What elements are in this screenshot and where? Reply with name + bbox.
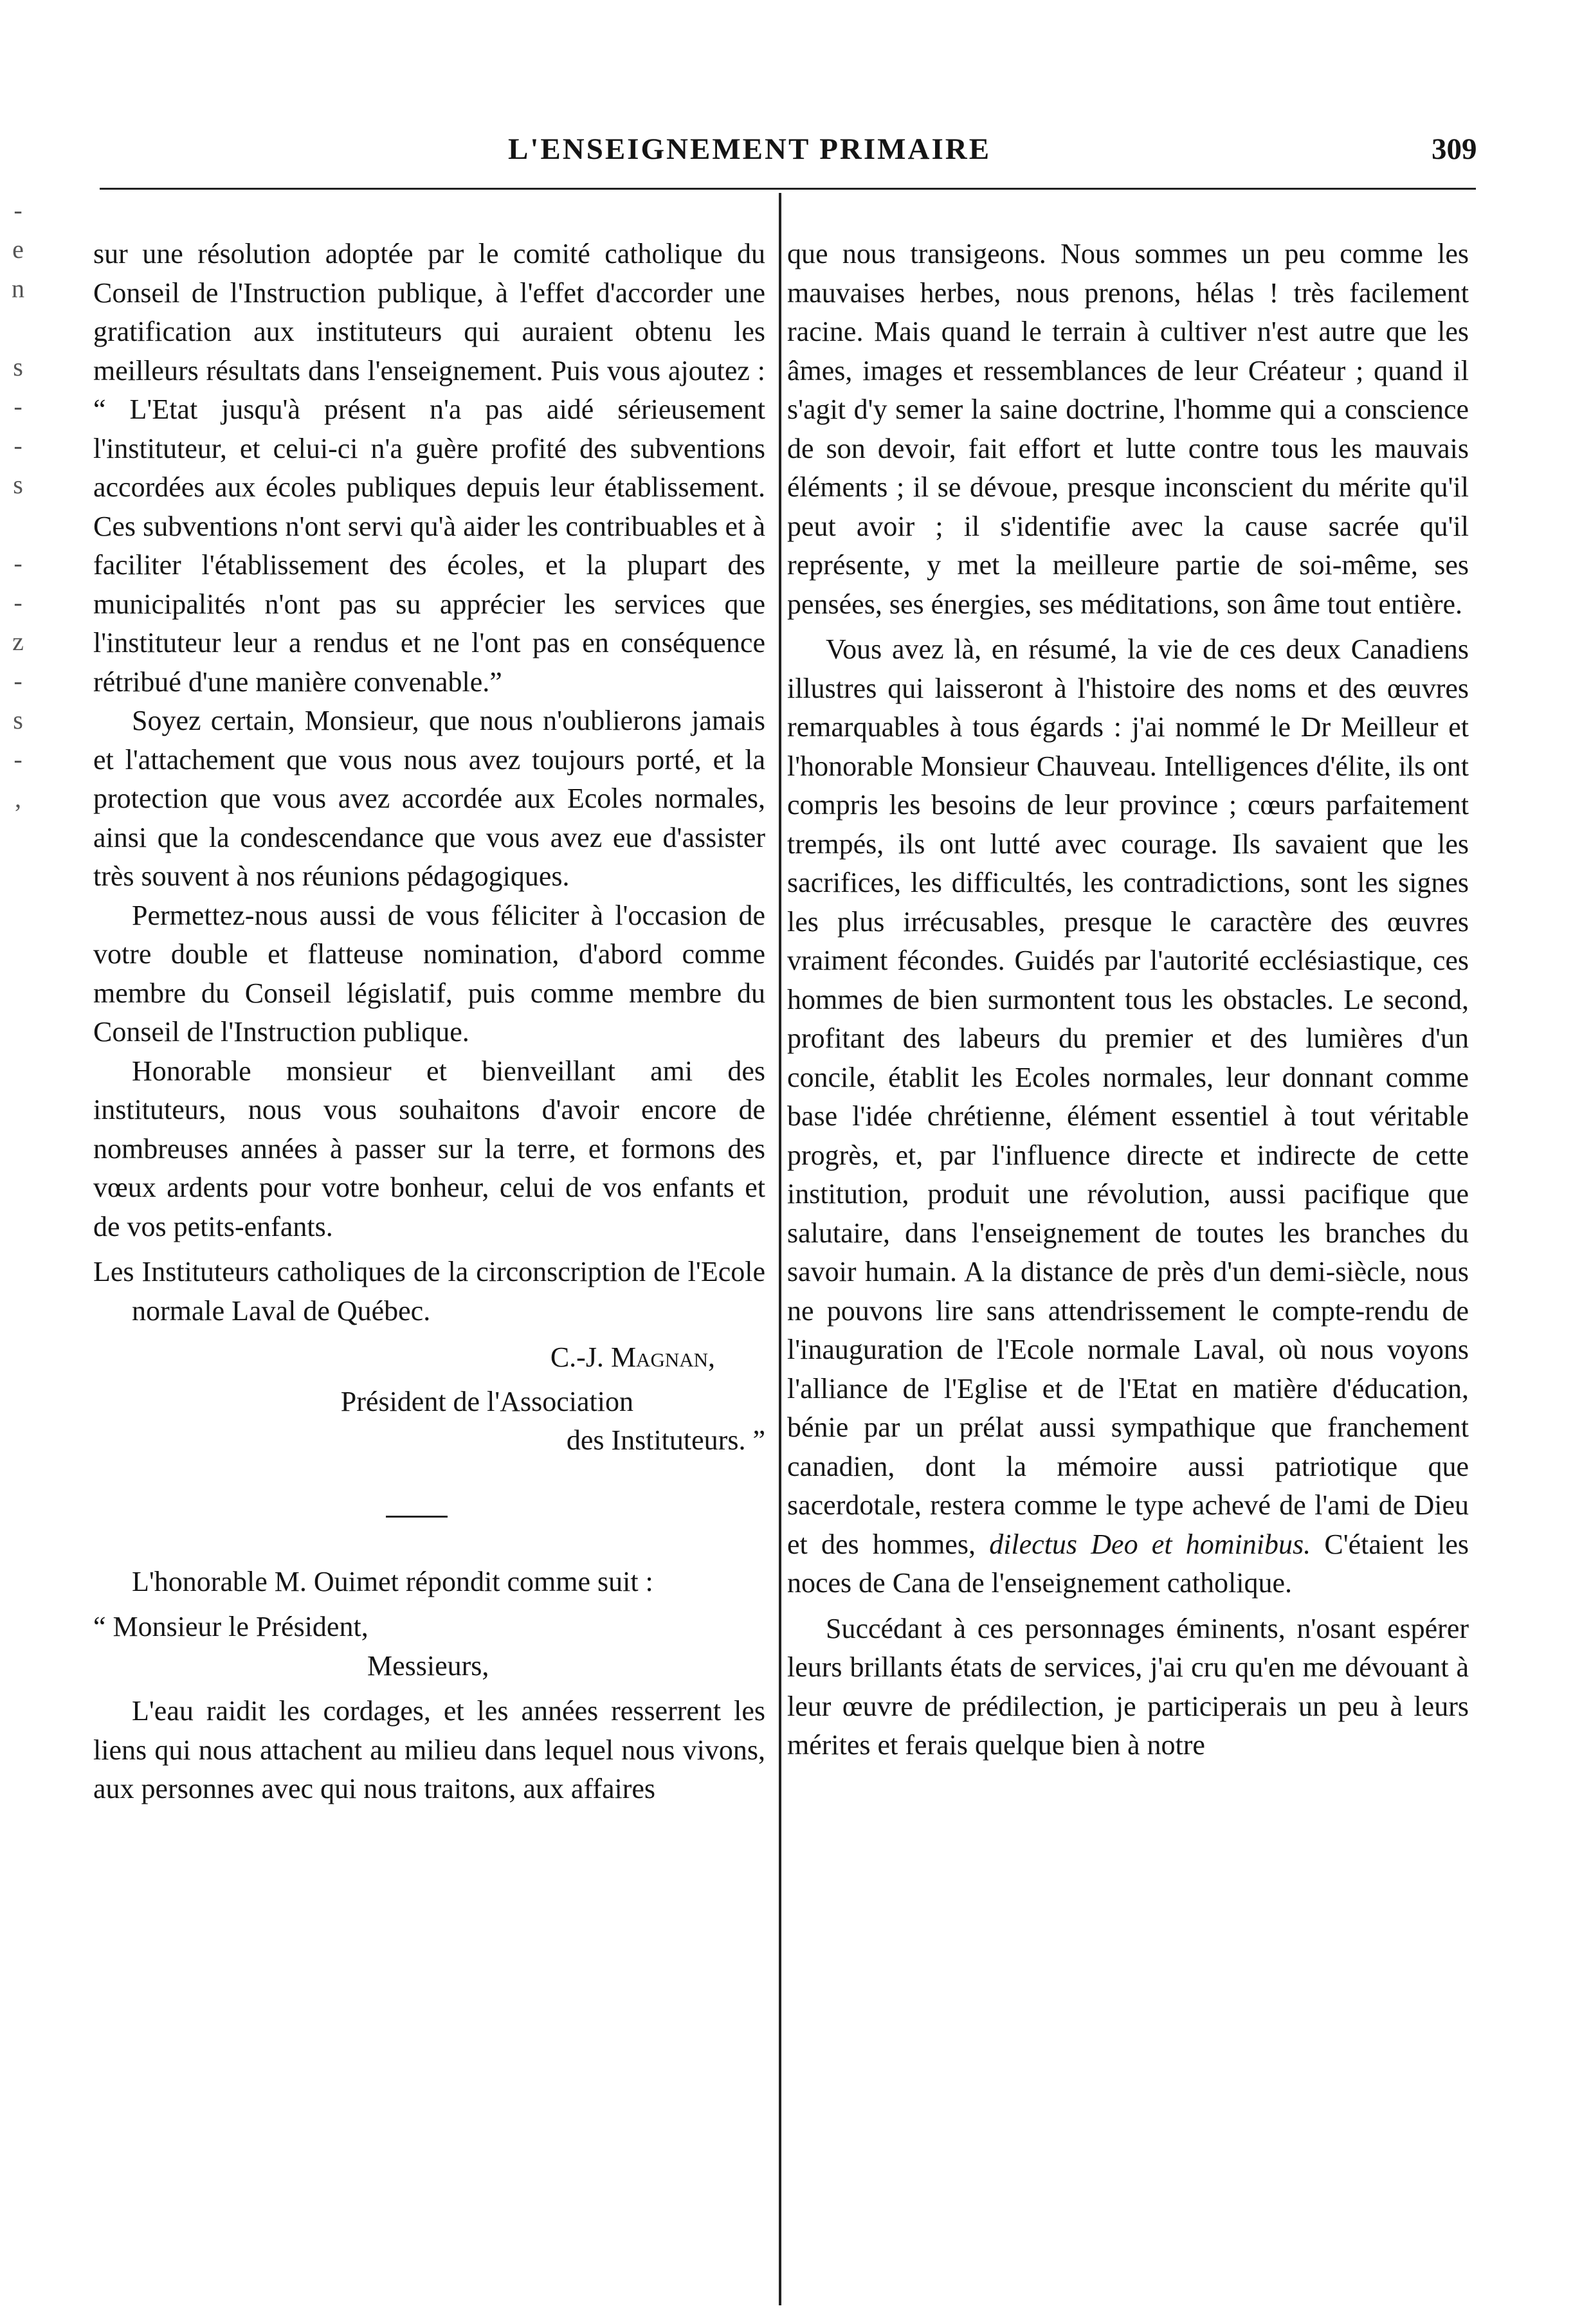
paragraph: que nous transigeons. Nous sommes un peu comme les mauvaises herbes, nous prenons, hélas ! très facilement racine. Mais quand le terrain à cultiver n'est autre que les âmes, images et ressemblances de leur Créateur ; quand il s'agit d'y semer la saine doctrine, l'homme qui a conscience de son devoir, fait effort et lutte contre tous les mauvais éléments ; il se dévoue, presque inconscient du mérite qu'il peut avoir ; il s'identifie avec la cause sacrée qu'il représente, y met la meilleure partie de soi-même, ses pensées, ses énergies, ses méditations, son âme tout entière. [787, 238, 1469, 620]
salutation-secondary: Messieurs, [367, 1649, 489, 1682]
paragraph: Honorable monsieur et bienveillant ami des instituteurs, nous vous souhaitons d'avoir encore de nombreuses années à passer sur la terre, et formons des vœux ardents pour votre bonheur, celui de vos enfants et de vos petits-enfants. [93, 1055, 765, 1242]
latin-phrase: dilectus Deo et hominibus. [989, 1528, 1311, 1560]
paragraph: L'honorable M. Ouimet répondit comme suit : [132, 1565, 653, 1597]
margin-mark: s [13, 470, 23, 499]
margin-mark [5, 308, 31, 347]
margin-mark [5, 504, 31, 543]
margin-mark: - [14, 745, 23, 774]
paragraph [787, 630, 1469, 1603]
paragraph: Succédant à ces personnages éminents, n'osant espérer leurs brillants états de services, j'ai cru qu'en me dévouant à leur œuvre de prédilection, je participerais un peu à leurs mérites et ferais quelque bien à notre [787, 1612, 1469, 1761]
margin-mark: n [12, 274, 24, 303]
header-rule [100, 188, 1476, 190]
salutation: “ Monsieur le Président, [93, 1611, 368, 1642]
running-title: L'ENSEIGNEMENT PRIMAIRE [508, 132, 992, 166]
margin-mark: s [13, 352, 23, 381]
margin-mark: - [14, 195, 23, 224]
margin-mark: z [12, 627, 24, 656]
margin-mark: - [14, 588, 23, 617]
margin-mark: - [14, 549, 23, 577]
margin-mark: - [14, 392, 23, 421]
paragraph: Soyez certain, Monsieur, que nous n'oublierons jamais et l'attachement que vous nous avez toujours porté, et la protection que vous avez accordée aux Ecoles normales, ainsi que la condescendance que vous avez eue d'assister très souvent à nos réunions pédagogiques. [93, 705, 765, 892]
signature-block [93, 1338, 765, 1460]
paragraph: Permettez-nous aussi de vous féliciter à l'occasion de votre double et flatteuse nomination, d'abord comme membre du Conseil législatif, puis comme membre du Conseil de l'Instruction publique. [93, 899, 765, 1048]
page-number: 309 [1432, 132, 1477, 166]
margin-marks [5, 190, 31, 818]
signature-title: Président de l'Association [340, 1385, 633, 1417]
margin-mark: - [14, 431, 23, 460]
signature-surname: Magnan, [610, 1341, 715, 1373]
running-head [0, 132, 1573, 170]
signature-initials: C.-J. [550, 1341, 611, 1373]
paragraph-text: C'étaient les noces de Cana de l'enseignement catholique. [787, 1528, 1469, 1599]
margin-mark: , [15, 784, 21, 813]
paragraph: sur une résolution adoptée par le comité catholique du Conseil de l'Instruction publique, à l'effet d'accorder une gratification aux instituteurs qui auraient obtenu les meilleurs résultats dans l'enseignement. Puis vous ajoutez : “ L'Etat jusqu'à présent n'a pas aidé sérieusement l'instituteur, et celui-ci n'a guère profité des subventions accordées aux écoles publiques depuis leur établissement. Ces subventions n'ont servi qu'à aider les contribuables et à faciliter l'établissement des écoles, et la plupart des municipalités n'ont pas su apprécier les services que l'instituteur leur a rendus et ne l'ont pas en conséquence rétribué d'une manière convenable.” [93, 238, 765, 698]
signature-org: des Instituteurs. ” [566, 1424, 765, 1456]
section-separator [386, 1516, 448, 1518]
paragraph-text: Vous avez là, en résumé, la vie de ces deux Canadiens illustres qui laisseront à l'histoire des noms et des œuvres remarquables à tous égards : j'ai nommé le Dr Meilleur et l'honorable Monsieur Chauveau. Intelligences d'élite, ils ont compris les besoins de leur province ; cœurs parfaitement trempés, ils ont lutté avec courage. Ils savaient que les sacrifices, les difficultés, les contradictions, sont les signes les plus irrécusables, presque le caractère des œuvres vraiment fécondes. Guidés par l'autorité ecclésiastique, ces hommes de bien surmontent tous les obstacles. Le second, profitant des labeurs du premier et des lumières d'un concile, établit les Ecoles normales, leur donnant comme base l'idée chrétienne, élément essentiel à tout véritable progrès, et, par l'influence directe et indirecte de cette institution, produit une révolution, aussi pacifique que salutaire, dans l'enseignement de toutes les branches du savoir humain. A la distance de près d'un demi-siècle, nous ne pouvons lire sans attendrissement le compte-rendu de l'inauguration de l'Ecole normale Laval, où nous voyons l'alliance de l'Eglise et de l'Etat en matière d'éducation, bénie par un prélat aussi sympathique que franchement canadien, dont la mémoire aussi patriotique que sacerdotale, restera comme le type achevé de l'ami de Dieu et des hommes, [787, 633, 1469, 1560]
margin-mark: s [13, 705, 23, 734]
closing-paragraph: Les Instituteurs catholiques de la circonscription de l'Ecole normale Laval de Québec. [93, 1256, 765, 1327]
column-divider [779, 193, 781, 2305]
margin-mark: - [14, 666, 23, 695]
left-column [93, 235, 765, 1809]
margin-mark: e [12, 235, 24, 264]
signature-name [93, 1338, 765, 1377]
right-column [787, 235, 1469, 1765]
paragraph: L'eau raidit les cordages, et les années resserrent les liens qui nous attachent au milieu dans lequel nous vivons, aux personnes avec qui nous traitons, aux affaires [93, 1695, 765, 1804]
